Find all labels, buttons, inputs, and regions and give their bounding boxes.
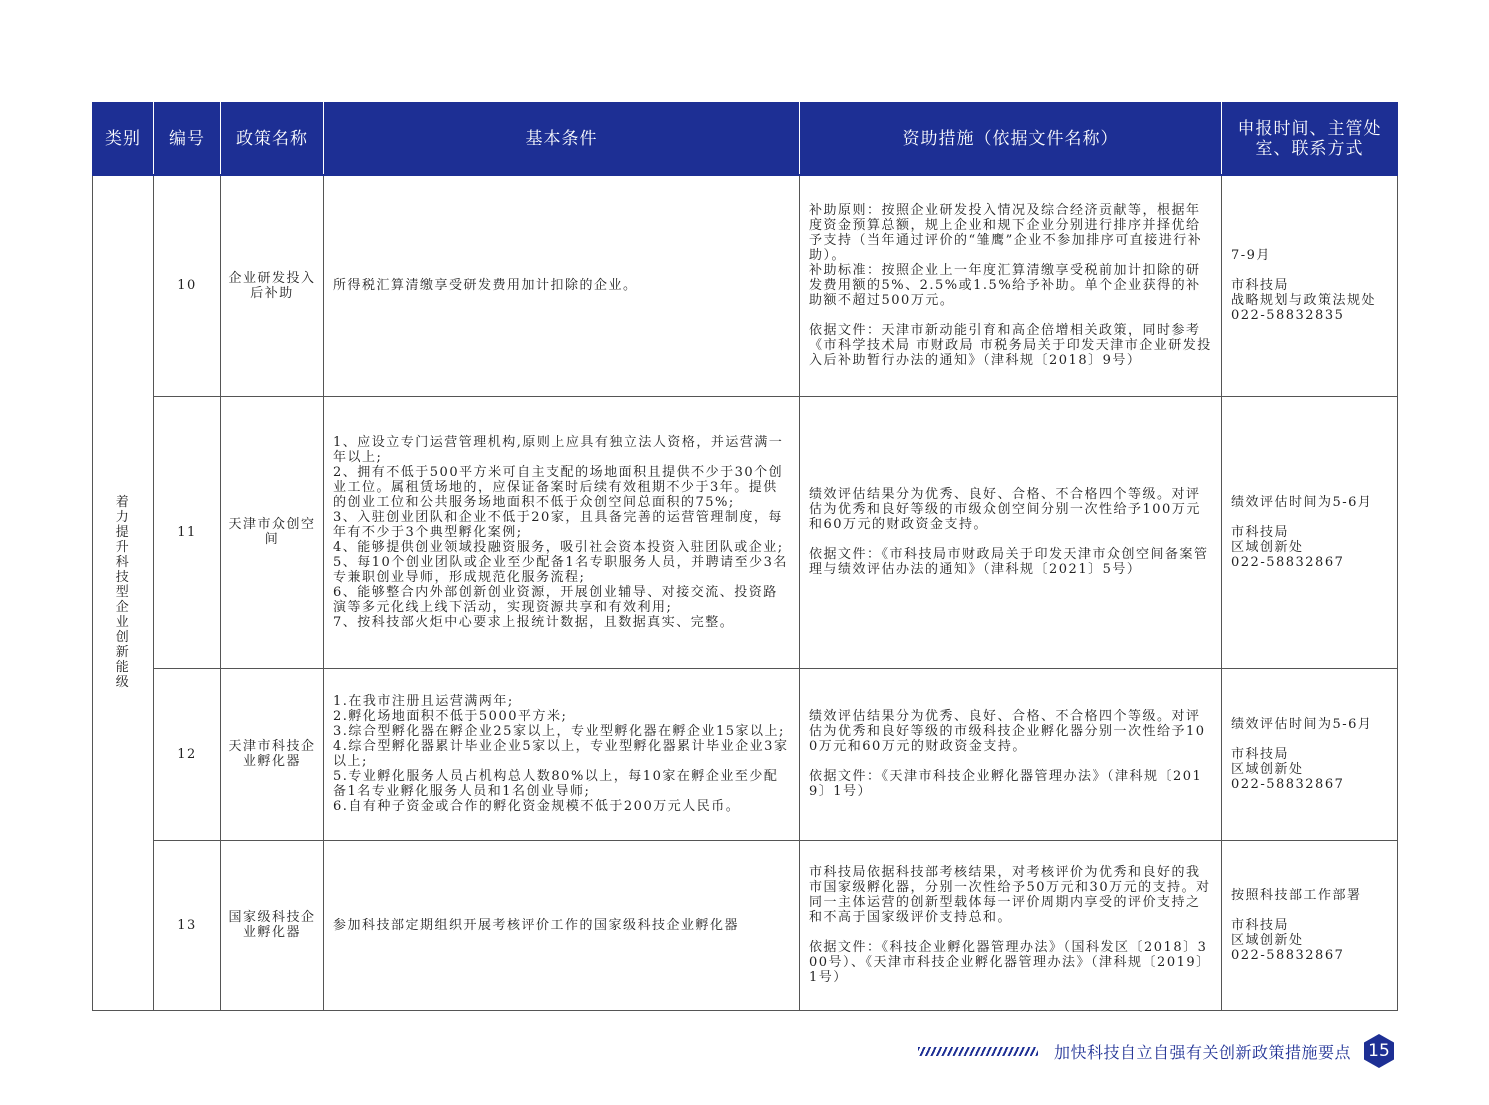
conditions-cell: 1、应设立专门运营管理机构,原则上应具有独立法人资格，并运营满一年以上; 2、拥有不低于500平方米可自主支配的场地面积且提供不少于30个创业工位。属租赁场地的，应保证备案时后续有效租期不少于3年。提供的创业工位和公共服务场地面积不低于众创空间总面积的75%; 3、入驻创业团队和企业不低于20家，且具备完善的运营管理制度，每年有不少于3个典型孵化案例; 4、能够提供创业领域投融资服务，吸引社会资本投资入驻团队或企业; 5、每10个创业团队或企业至少配备1名专职服务人员，并聘请至少3名专兼职创业导师，形成规范化服务流程; 6、能够整合内外部创新创业资源，开展创业辅导、对接交流、投资路演等多元化线上线下活动，实现资源共享和有效利用; 7、按科技部火炬中心要求上报统计数据，且数据真实、完整。 [324,396,800,668]
policy-name: 天津市科技企业孵化器 [221,668,324,840]
row-number: 13 [154,840,221,1010]
policy-name: 天津市众创空间 [221,396,324,668]
contact-cell: 按照科技部工作部署 市科技局 区域创新处 022-58832867 [1222,840,1398,1010]
header-contact: 申报时间、主管处室、联系方式 [1222,103,1398,176]
header-policy-name: 政策名称 [221,103,324,176]
page-footer [918,1033,1397,1069]
conditions-cell: 参加科技部定期组织开展考核评价工作的国家级科技企业孵化器 [324,840,800,1010]
contact-cell: 7-9月 市科技局 战略规划与政策法规处 022-58832835 [1222,175,1398,396]
page-badge [1361,1033,1397,1069]
conditions-cell: 1.在我市注册且运营满两年; 2.孵化场地面积不低于5000平方米; 3.综合型孵化器在孵企业25家以上，专业型孵化器在孵企业15家以上; 4.综合型孵化器累计毕业企业5家以上，专业型孵化器累计毕业企业3家以上; 5.专业孵化服务人员占机构总人数80%以上，每10家在孵企业至少配备1名专业孵化服务人员和1名创业导师; 6.自有种子资金或合作的孵化资金规模不低于200万元人民币。 [324,668,800,840]
header-category: 类别 [93,103,154,176]
measures-cell: 绩效评估结果分为优秀、良好、合格、不合格四个等级。对评估为优秀和良好等级的市级众创空间分别一次性给予100万元和60万元的财政资金支持。 依据文件：《市科技局市财政局关于印发天津市众创空间备案管理与绩效评估办法的通知》（津科规〔2021〕5号） [800,396,1222,668]
row-number: 10 [154,175,221,396]
row-number: 11 [154,396,221,668]
contact-cell: 绩效评估时间为5-6月 市科技局 区域创新处 022-58832867 [1222,396,1398,668]
table-row [93,840,1398,1010]
category-cell: 着力提升科技型企业创新能级 [93,175,154,1010]
policy-table [92,102,1398,1011]
row-number: 12 [154,668,221,840]
page-number: 15 [1368,1041,1390,1061]
table-row [93,668,1398,840]
measures-cell: 市科技局依据科技部考核结果，对考核评价为优秀和良好的我市国家级孵化器，分别一次性给予50万元和30万元的支持。对同一主体运营的创新型载体每一评价周期内享受的评价支持之和不高于国家级评价支持总和。 依据文件：《科技企业孵化器管理办法》（国科发区〔2018〕300号）、《天津市科技企业孵化器管理办法》（津科规〔2019〕1号） [800,840,1222,1010]
policy-name: 国家级科技企业孵化器 [221,840,324,1010]
table-row [93,396,1398,668]
header-measures: 资助措施（依据文件名称） [800,103,1222,176]
hatch-decoration [918,1047,1038,1056]
conditions-cell: 所得税汇算清缴享受研发费用加计扣除的企业。 [324,175,800,396]
table-header [93,103,1398,176]
header-conditions: 基本条件 [324,103,800,176]
contact-cell: 绩效评估时间为5-6月 市科技局 区域创新处 022-58832867 [1222,668,1398,840]
table-row [93,175,1398,396]
footer-title: 加快科技自立自强有关创新政策措施要点 [1053,1042,1351,1062]
policy-name: 企业研发投入后补助 [221,175,324,396]
measures-cell: 补助原则：按照企业研发投入情况及综合经济贡献等，根据年度资金预算总额，规上企业和规下企业分别进行排序并择优给予支持（当年通过评价的“雏鹰”企业不参加排序可直接进行补助）。 补助标准：按照企业上一年度汇算清缴享受税前加计扣除的研发费用额的5%、2.5%或1.5%给予补助。单个企业获得的补助额不超过500万元。 依据文件：天津市新动能引育和高企倍增相关政策，同时参考《市科学技术局 市财政局 市税务局关于印发天津市企业研发投入后补助暂行办法的通知》（津科规〔2018〕9号） [800,175,1222,396]
measures-cell: 绩效评估结果分为优秀、良好、合格、不合格四个等级。对评估为优秀和良好等级的市级科技企业孵化器分别一次性给予100万元和60万元的财政资金支持。 依据文件：《天津市科技企业孵化器管理办法》（津科规〔2019〕1号） [800,668,1222,840]
header-number: 编号 [154,103,221,176]
